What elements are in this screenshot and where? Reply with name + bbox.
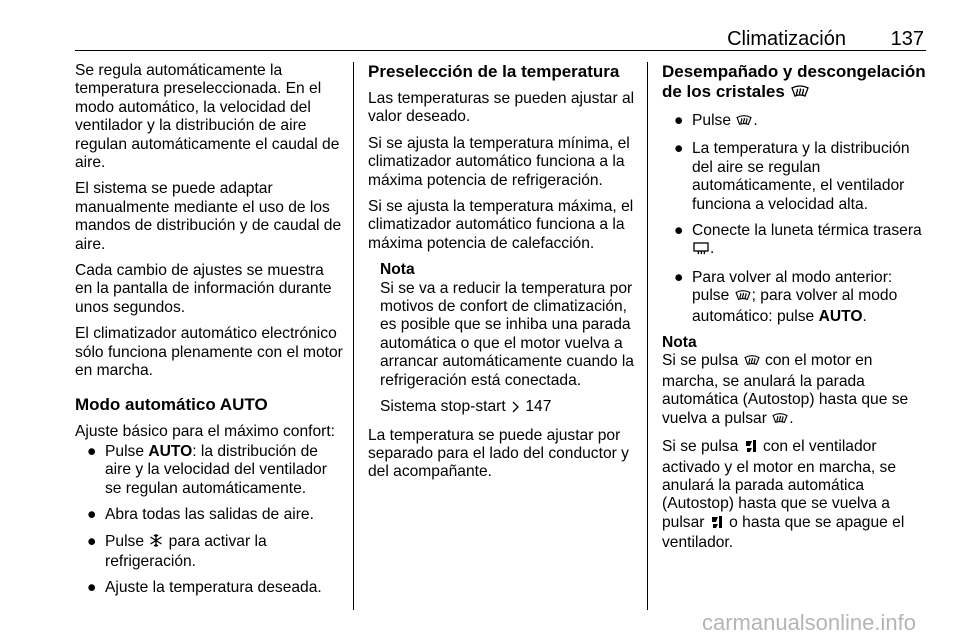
windscreen-defrost-icon: [736, 114, 752, 132]
fan-icon: [710, 515, 724, 534]
bullet-list: [662, 112, 926, 326]
paragraph: La temperatura se puede ajustar por separado para el lado del conductor y del acompañante.: [368, 426, 629, 481]
windscreen-defrost-icon: [744, 354, 760, 372]
bullet: ●: [87, 506, 97, 524]
note-title: Nota: [380, 261, 415, 279]
section-heading-temperature: Preselección de la temperatura: [368, 62, 620, 81]
cross-reference[interactable]: Sistema stop-start 147: [380, 398, 638, 418]
paragraph: Si se ajusta la temperatura mínima, el climatizador automático funciona a la máxima potencia de refrigeración.: [368, 134, 630, 189]
rear-window-heating-icon: [693, 242, 709, 260]
paragraph: Si se ajusta la temperatura máxima, el climatizador automático funciona a la máxima potencia de calefacción.: [368, 198, 634, 252]
bullet: ●: [674, 222, 684, 240]
note-text: Si se va a reducir la temperatura por motivos de confort de climatización, es posible que se inhiba una parada automática o que el motor vuelva a arrancar automáticamente cuando la refrigeración está conectada.: [380, 279, 634, 389]
paragraph: Ajuste básico para el máximo confort:: [75, 422, 336, 440]
page-title: Climatización: [727, 28, 846, 50]
list-item: ● Para volver al modo anterior: pulse ; para volver al modo automático: pulse AUTO.: [674, 268, 898, 325]
bullet: ●: [674, 140, 684, 158]
paragraph: El climatizador automático electrónico sólo funciona plenamente con el motor en marcha.: [75, 325, 343, 380]
page-reference-arrow-icon: [511, 400, 520, 418]
column-3: [662, 62, 926, 561]
list-item: ● Abra todas las salidas de aire.: [87, 506, 314, 524]
snowflake-icon: [149, 533, 163, 553]
paragraph: Cada cambio de ajustes se muestra en la pantalla de información durante unos segundos.: [75, 262, 332, 316]
bullet: ●: [674, 112, 684, 129]
bullet-list: [75, 443, 345, 598]
section-heading-defrost: Desempañado y descongelación de los cristales: [662, 62, 926, 104]
column-divider-left: [353, 62, 354, 610]
page-header: [75, 22, 926, 51]
windscreen-defrost-icon: [791, 84, 809, 104]
list-item: ● Pulse .: [662, 112, 926, 132]
paragraph: Se regula automáticamente la temperatura preseleccionada. En el modo automático, la velocidad del ventilador y la distribución de aire regulan automáticamente el caudal de aire.: [75, 62, 340, 172]
note-box: [368, 261, 638, 418]
auto-label: AUTO: [148, 442, 193, 460]
bullet: ●: [674, 268, 684, 286]
bullet: ●: [87, 442, 97, 460]
note-title: Nota: [662, 334, 697, 352]
column-2: [368, 62, 638, 490]
list-item: ● Pulse AUTO: la distribución de aire y la velocidad del ventilador se regulan automáticamente.: [87, 442, 327, 497]
paragraph: El sistema se puede adaptar manualmente mediante el uso de los mandos de distribución y de caudal de aire.: [75, 180, 342, 253]
auto-label: AUTO: [818, 307, 863, 325]
column-divider-right: [647, 62, 648, 610]
windscreen-defrost-icon: [772, 412, 788, 430]
note-box: Nota Si se pulsa con el motor en marcha, se anulará la parada automática (Autostop) hasta que se vuelva a pulsar . Si se pulsa con el ventilador activado y el motor en marcha, se anulará la parada automática (Autostop) hasta que se vuelva a pulsar o hasta que se apague el ventilador.: [662, 334, 926, 552]
bullet: ●: [87, 579, 97, 597]
column-1: [75, 62, 345, 606]
fan-icon: [744, 439, 758, 458]
list-item: ● Pulse para activar la refrigeración.: [87, 532, 267, 570]
list-item: ● La temperatura y la distribución del aire se regulan automáticamente, el ventilador funciona a velocidad alta.: [674, 140, 910, 213]
paragraph: Las temperaturas se pueden ajustar al valor deseado.: [368, 90, 635, 126]
watermark: carmanualsonline.info: [701, 610, 916, 635]
list-item: ● Ajuste la temperatura deseada.: [87, 579, 322, 597]
bullet: ●: [87, 532, 97, 550]
list-item: ● Conecte la luneta térmica trasera .: [662, 222, 926, 261]
page-number: 137: [890, 28, 924, 50]
section-heading-auto: Modo automático AUTO: [75, 394, 268, 414]
windscreen-defrost-icon: [735, 289, 751, 307]
